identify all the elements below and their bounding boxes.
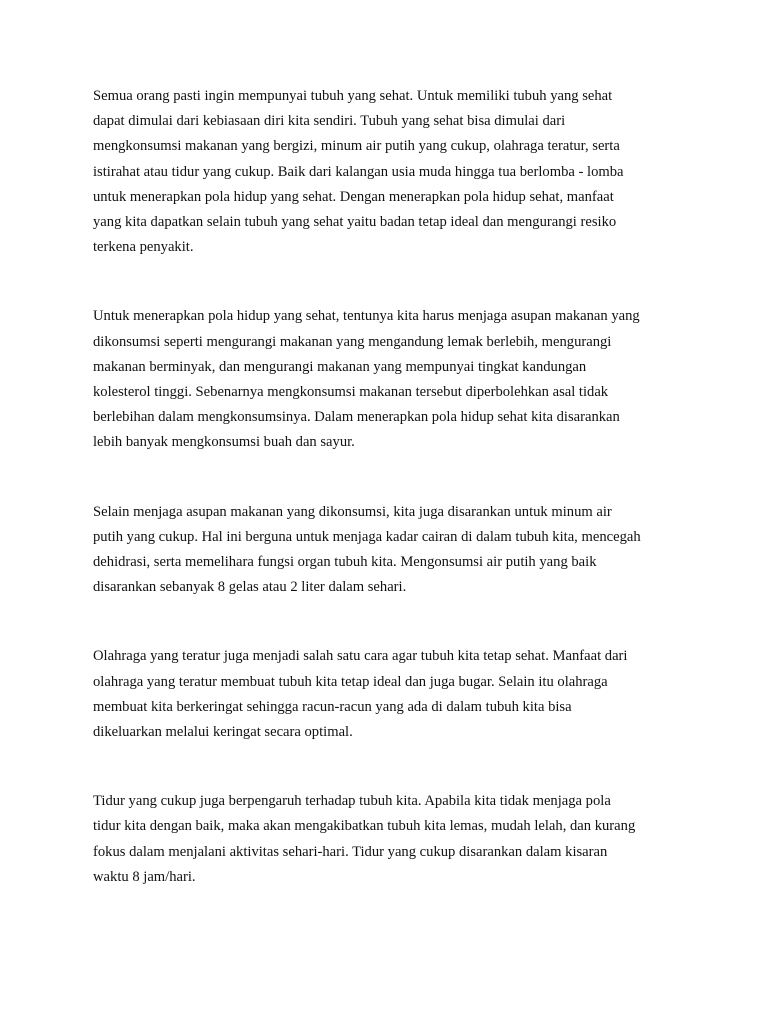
paragraph-line: tidur kita dengan baik, maka akan mengakibatkan tubuh kita lemas, mudah lelah, dan kurang <box>93 818 636 835</box>
paragraph-line: olahraga yang teratur membuat tubuh kita tetap ideal dan juga bugar. Selain itu olahraga <box>93 673 608 690</box>
paragraph-line: lebih banyak mengkonsumsi buah dan sayur. <box>93 434 355 451</box>
paragraph-line: Olahraga yang teratur juga menjadi salah satu cara agar tubuh kita tetap sehat. Manfaat dari <box>93 648 628 665</box>
paragraph-line: putih yang cukup. Hal ini berguna untuk menjaga kadar cairan di dalam tubuh kita, mencegah <box>93 528 641 545</box>
paragraph-line: Semua orang pasti ingin mempunyai tubuh yang sehat. Untuk memiliki tubuh yang sehat <box>93 88 613 104</box>
paragraph-line: dehidrasi, serta memelihara fungsi organ tubuh kita. Mengonsumsi air putih yang baik <box>93 554 597 571</box>
paragraph-line: istirahat atau tidur yang cukup. Baik dari kalangan usia muda hingga tua berlomba - lomba <box>93 163 624 180</box>
paragraph-line: dikonsumsi seperti mengurangi makanan yang mengandung lemak berlebih, mengurangi <box>93 333 612 350</box>
paragraph-line: waktu 8 jam/hari. <box>93 868 196 885</box>
paragraph-line: fokus dalam menjalani aktivitas sehari-hari. Tidur yang cukup disarankan dalam kisaran <box>93 843 608 860</box>
paragraph-line: untuk menerapkan pola hidup yang sehat. Dengan menerapkan pola hidup sehat, manfaat <box>93 188 614 205</box>
paragraph-line: berlebihan dalam mengkonsumsinya. Dalam menerapkan pola hidup sehat kita disarankan <box>93 409 620 426</box>
paragraph-line: membuat kita berkeringat sehingga racun-racun yang ada di dalam tubuh kita bisa <box>93 698 572 715</box>
paragraph-line: terkena penyakit. <box>93 239 194 256</box>
paragraph-4 <box>93 644 683 745</box>
paragraph-5 <box>93 789 683 890</box>
paragraph-line: makanan berminyak, dan mengurangi makanan yang mempunyai tingkat kandungan <box>93 358 587 375</box>
paragraph-line: dapat dimulai dari kebiasaan diri kita sendiri. Tubuh yang sehat bisa dimulai dari <box>93 113 566 130</box>
document-body <box>93 84 683 934</box>
paragraph-line: Selain menjaga asupan makanan yang dikonsumsi, kita juga disarankan untuk minum air <box>93 503 612 520</box>
paragraph-line: mengkonsumsi makanan yang bergizi, minum air putih yang cukup, olahraga teratur, serta <box>93 138 620 155</box>
paragraph-3 <box>93 500 683 601</box>
paragraph-line: dikeluarkan melalui keringat secara optimal. <box>93 724 353 741</box>
paragraph-line: Untuk menerapkan pola hidup yang sehat, tentunya kita harus menjaga asupan makanan yang <box>93 308 640 325</box>
paragraph-line: yang kita dapatkan selain tubuh yang sehat yaitu badan tetap ideal dan mengurangi resiko <box>93 214 617 231</box>
paragraph-line: kolesterol tinggi. Sebenarnya mengkonsumsi makanan tersebut diperbolehkan asal tidak <box>93 384 609 401</box>
paragraph-line: disarankan sebanyak 8 gelas atau 2 liter dalam sehari. <box>93 579 407 596</box>
paragraph-1 <box>93 84 683 260</box>
paragraph-2 <box>93 304 683 455</box>
paragraph-line: Tidur yang cukup juga berpengaruh terhadap tubuh kita. Apabila kita tidak menjaga pola <box>93 793 611 810</box>
